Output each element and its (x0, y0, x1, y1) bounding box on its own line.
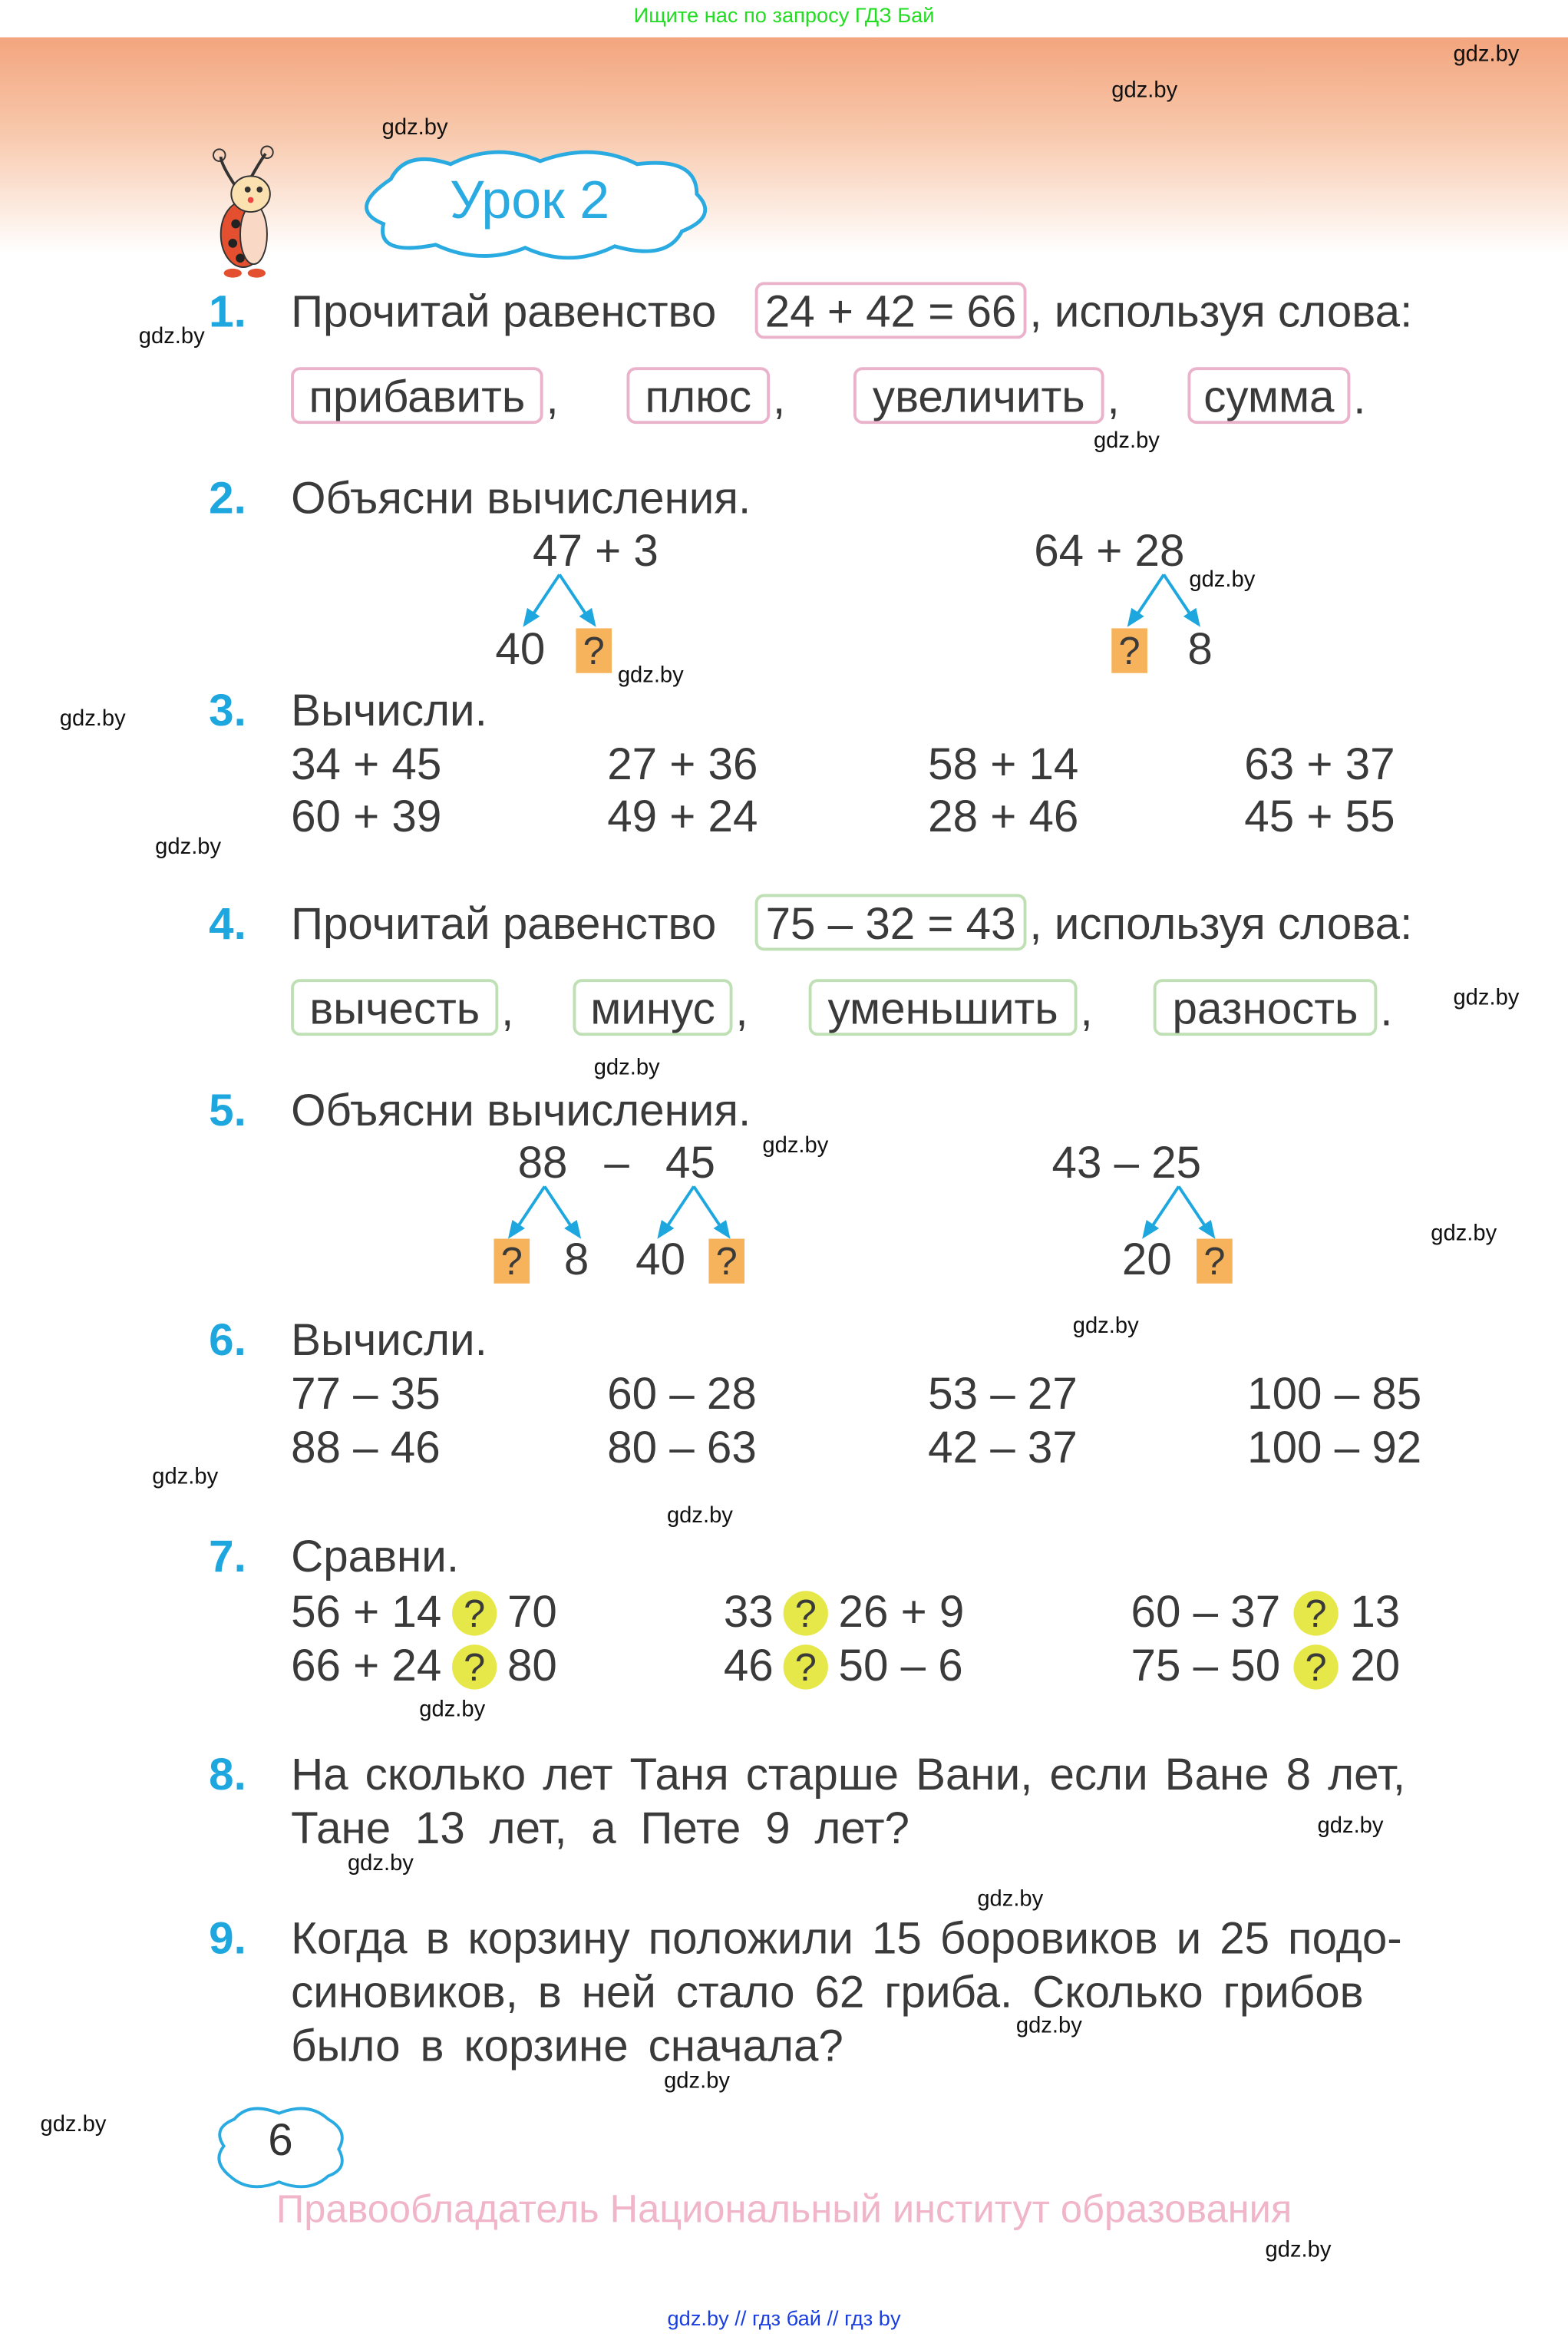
expression: 13 (1350, 1588, 1401, 1638)
compare-sign: ? (1293, 1644, 1338, 1689)
watermark: gdz.by (1093, 428, 1160, 454)
compare-sign: ? (784, 1591, 828, 1635)
watermark: gdz.by (1453, 985, 1520, 1011)
watermark: gdz.by (59, 706, 126, 732)
expression: 47 + 3 (533, 527, 659, 577)
task-text: синовиков, в ней стало 62 гриба. Сколько грибов (291, 1968, 1364, 2018)
task-number: 7. (209, 1532, 246, 1582)
expression: 28 + 46 (928, 792, 1079, 842)
watermark: gdz.by (152, 1464, 219, 1490)
expression: 70 (507, 1588, 557, 1638)
expression: 46 (723, 1641, 774, 1691)
task-text: , используя слова: (1029, 288, 1413, 338)
lesson-title: Урок 2 (450, 168, 610, 230)
footer-link[interactable]: gdz.by (667, 2305, 729, 2330)
operator: – (604, 1139, 629, 1188)
part-value: 40 (635, 1235, 686, 1285)
unknown-box: ? (576, 628, 612, 673)
split-arrows-icon (1141, 1186, 1216, 1238)
expression: 60 – 28 (607, 1370, 757, 1420)
expression: 50 – 6 (838, 1641, 963, 1691)
expression: 26 + 9 (838, 1588, 965, 1638)
expression: 20 (1350, 1641, 1401, 1691)
expression: 80 – 63 (607, 1423, 757, 1473)
expression: 64 + 28 (1034, 527, 1185, 577)
unknown-box: ? (494, 1239, 530, 1284)
task-text: Прочитай равенство (291, 900, 717, 950)
watermark: gdz.by (1317, 1813, 1384, 1839)
watermark: gdz.by (762, 1132, 829, 1158)
watermark: gdz.by (1189, 567, 1256, 593)
watermark: gdz.by (40, 2111, 107, 2137)
separator: // (827, 2305, 839, 2330)
expression: 66 + 24 (291, 1641, 442, 1691)
task-number: 9. (209, 1915, 246, 1965)
footer-links (0, 2305, 1568, 2329)
task-text: Прочитай равенство (291, 288, 717, 338)
task-number: 4. (209, 900, 246, 950)
watermark: gdz.by (977, 1886, 1044, 1912)
unknown-box: ? (1111, 628, 1147, 673)
expression: 56 + 14 (291, 1588, 442, 1638)
expression: 60 + 39 (291, 792, 442, 842)
watermark: gdz.by (347, 1850, 414, 1876)
unknown-box: ? (1197, 1239, 1233, 1284)
task-text: , используя слова: (1029, 900, 1413, 950)
watermark: gdz.by (666, 1502, 733, 1529)
expression: 49 + 24 (607, 792, 758, 842)
textbook-page: Ищите нас по запросу ГДЗ Бай Урок 2 1. Прочитай равенство 24 + 42 = 66 , используя слова: прибавить , плюс , увеличить , сумма . 2. Объясни вычисления. 47 + 3 40 ? 64 + 28 ? 8 3. Вычисли. 34 + 45 27 + 36 58 + 14 63 + 37 60 + 39 49 + 24 28 + 46 45 + 55 4. Прочитай равенство 75 – 32 = 43 , используя слова: вычесть , минус , уменьшить , разность . 5. Объясни вычисления. 88 – 45 ? 8 40 ? 43 – 25 20 ? 6. Вычисли. 77 – 35 60 – 28 53 – 27 100 – 85 88 – 46 80 – 63 42 – 37 100 – 92 7. Сравни. 56 + 14 ? 70 33 ? 26 + 9 60 – 37 ? 13 66 + 24 ? 80 46 ? 50 – 6 75 – 50 ? 20 8. На сколько лет Таня старше Вани, если Ване 8 лет, Тане 13 лет, а Пете 9 лет? 9. Когда в корзину положили 15 боровиков и 25 подо- синовиков, в ней стало 62 гриба. Сколько грибов было в корзине сначала? 6 Правообладатель Национальный институт образования gdz.by // гдз бай // гдз by gdz.by gdz.by gdz.by gdz.by gdz.by gdz.by gdz.by gdz.by gdz.by gdz.by gdz.by gdz.by gdz.by gdz.by gdz.by gdz.by gdz.by gdz.by gdz.by gdz.by gdz.by gdz.by gdz.by gdz.by (0, 0, 1568, 2340)
expression: 100 – 85 (1247, 1370, 1422, 1420)
copyright: Правообладатель Национальный институт образования (276, 2186, 1292, 2232)
watermark: gdz.by (419, 1697, 486, 1723)
expression: 63 + 37 (1244, 740, 1395, 790)
word-box: разность (1154, 979, 1378, 1036)
ladybug-icon (191, 142, 303, 279)
expression: 45 + 55 (1244, 792, 1395, 842)
part-value: 8 (563, 1235, 589, 1285)
task-text: На сколько лет Таня старше Вани, если Ване 8 лет, (291, 1750, 1406, 1800)
expression: 100 – 92 (1247, 1423, 1422, 1473)
word-box: прибавить (291, 367, 543, 424)
task-text: Вычисли. (291, 1316, 487, 1366)
watermark: gdz.by (664, 2068, 731, 2094)
watermark: gdz.by (1453, 41, 1520, 68)
compare-sign: ? (452, 1591, 497, 1635)
page-number: 6 (268, 2116, 293, 2166)
part-value: 40 (495, 625, 546, 675)
expression: 75 – 50 (1131, 1641, 1281, 1691)
watermark: gdz.by (381, 114, 448, 140)
footer-link[interactable]: гдз бай (751, 2305, 821, 2330)
expression: 88 – 46 (291, 1423, 441, 1473)
expression: 88 (517, 1139, 568, 1188)
task-number: 6. (209, 1316, 246, 1366)
equation-box: 75 – 32 = 43 (755, 894, 1027, 950)
part-value: 8 (1187, 625, 1213, 675)
task-text: Вычисли. (291, 686, 487, 736)
word-box: вычесть (291, 979, 498, 1036)
task-text: было в корзине сначала? (291, 2022, 843, 2072)
watermark: gdz.by (1072, 1313, 1139, 1339)
watermark: gdz.by (617, 663, 684, 689)
unknown-box: ? (708, 1239, 744, 1284)
watermark: gdz.by (1015, 2013, 1082, 2039)
expression: 34 + 45 (291, 740, 442, 790)
task-text: Объясни вычисления. (291, 474, 751, 524)
separator: // (734, 2305, 747, 2330)
watermark: gdz.by (593, 1055, 660, 1081)
task-number: 2. (209, 474, 246, 524)
word-box: плюс (626, 367, 770, 424)
split-arrows-icon (507, 1186, 582, 1238)
split-arrows-icon (656, 1186, 731, 1238)
expression: 53 – 27 (928, 1370, 1078, 1420)
task-number: 5. (209, 1086, 246, 1136)
expression: 42 – 37 (928, 1423, 1078, 1473)
watermark: gdz.by (1431, 1221, 1497, 1247)
compare-sign: ? (1293, 1591, 1338, 1635)
expression: 45 (665, 1139, 715, 1188)
expression: 58 + 14 (928, 740, 1079, 790)
compare-sign: ? (452, 1644, 497, 1689)
footer-link[interactable]: гдз by (844, 2305, 901, 2330)
expression: 80 (507, 1641, 557, 1691)
expression: 43 – 25 (1051, 1139, 1202, 1188)
task-number: 3. (209, 686, 246, 736)
watermark: gdz.by (1265, 2237, 1332, 2263)
task-text: Когда в корзину положили 15 боровиков и 25 подо- (291, 1915, 1402, 1965)
watermark: gdz.by (1111, 78, 1178, 104)
task-number: 8. (209, 1750, 246, 1800)
expression: 77 – 35 (291, 1370, 441, 1420)
watermark: gdz.by (138, 323, 205, 349)
task-number: 1. (209, 288, 246, 338)
word-box: минус (573, 979, 732, 1036)
word-box: уменьшить (809, 979, 1078, 1036)
word-box: сумма (1187, 367, 1350, 424)
promo-text[interactable]: Ищите нас по запросу ГДЗ Бай (633, 2, 935, 27)
expression: 27 + 36 (607, 740, 758, 790)
split-arrows-icon (522, 574, 596, 626)
equation-box: 24 + 42 = 66 (755, 282, 1027, 339)
word-box: увеличить (853, 367, 1104, 424)
compare-sign: ? (784, 1644, 828, 1689)
part-value: 20 (1121, 1235, 1172, 1285)
task-text: Сравни. (291, 1532, 460, 1582)
watermark: gdz.by (155, 834, 222, 860)
task-text: Объясни вычисления. (291, 1086, 751, 1136)
expression: 60 – 37 (1131, 1588, 1281, 1638)
expression: 33 (723, 1588, 774, 1638)
task-text: Тане 13 лет, а Пете 9 лет? (291, 1804, 909, 1854)
